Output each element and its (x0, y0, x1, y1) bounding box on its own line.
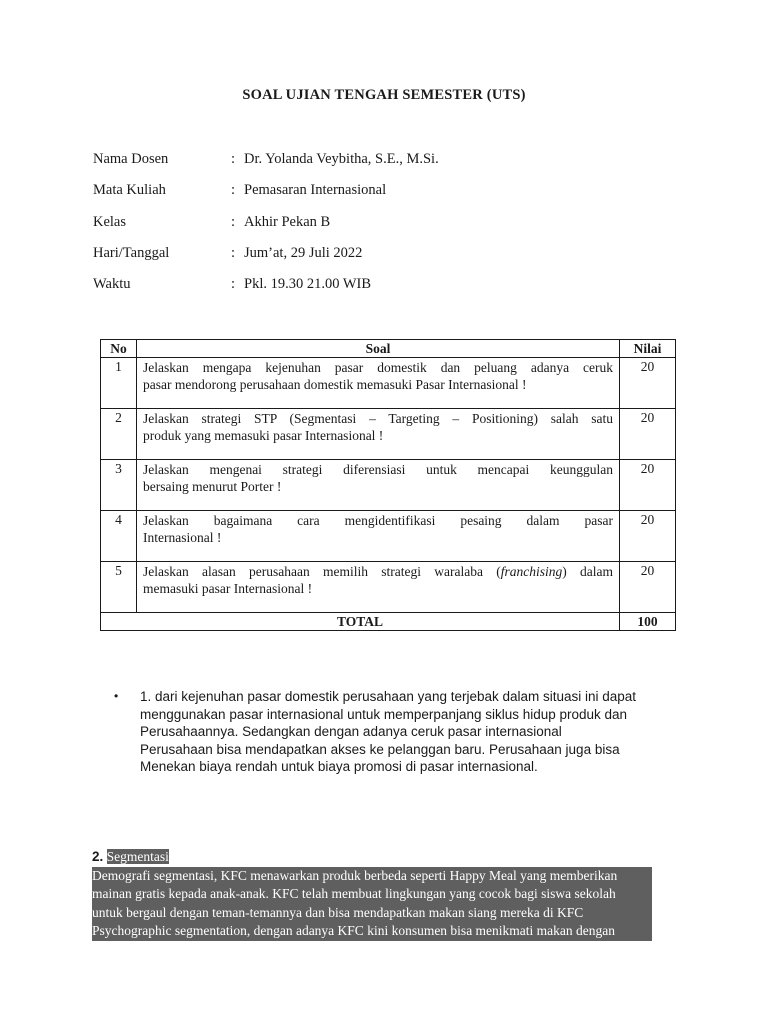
info-colon: : (231, 245, 236, 261)
row-number: 2 (101, 409, 137, 460)
table-row (101, 358, 676, 409)
row-score: 20 (620, 358, 676, 409)
total-row (101, 613, 676, 631)
question-line: Jelaskan strategi STP (Segmentasi – Targeting – Positioning) salah satu (143, 411, 613, 426)
table-row (101, 409, 676, 460)
question-line: Internasional ! (143, 530, 222, 545)
answer-line: Perusahaan bisa mendapatkan akses ke pelanggan baru. Perusahaan juga bisa (140, 741, 620, 757)
info-label: Nama Dosen (93, 151, 169, 167)
question-line-part: Jelaskan alasan perusahaan memilih strategi waralaba ( (143, 564, 501, 579)
answer-line: untuk bergaul dengan teman-temannya dan bisa mendapatkan makan siang mereka di KFC (92, 904, 652, 923)
answer-line: Menekan biaya rendah untuk biaya promosi di pasar internasional. (140, 759, 538, 774)
table-row (101, 511, 676, 562)
answer-1-text (140, 688, 660, 776)
question-line-part: ) dalam (562, 564, 613, 579)
question-line: Jelaskan mengenai strategi diferensiasi untuk mencapai keunggulan (143, 462, 613, 477)
info-label: Mata Kuliah (93, 182, 166, 198)
info-value: Pkl. 19.30 21.00 WIB (244, 276, 372, 292)
info-colon: : (231, 151, 236, 167)
info-label: Hari/Tanggal (93, 245, 170, 261)
table-header-row (101, 340, 676, 358)
document-title: SOAL UJIAN TENGAH SEMESTER (UTS) (242, 87, 526, 103)
info-value: Akhir Pekan B (244, 214, 331, 230)
question-line: Jelaskan bagaimana cara mengidentifikasi pesaing dalam pasar (143, 513, 613, 528)
answer-line: 1. dari kejenuhan pasar domestik perusahaan yang terjebak dalam situasi ini dapat (140, 689, 637, 704)
info-colon: : (231, 214, 236, 230)
question-text (137, 409, 620, 460)
row-number: 1 (101, 358, 137, 409)
bullet-icon: • (114, 689, 119, 703)
total-label: TOTAL (101, 613, 620, 631)
total-value: 100 (620, 613, 676, 631)
row-score: 20 (620, 409, 676, 460)
answer-line: mainan gratis kepada anak-anak. KFC telah membuat lingkungan yang cocok bagi siswa sekolah (92, 885, 652, 904)
row-score: 20 (620, 460, 676, 511)
info-value: Pemasaran Internasional (244, 182, 387, 198)
section-heading: Segmentasi (106, 849, 169, 864)
answer-2-heading (92, 848, 652, 867)
question-text (137, 511, 620, 562)
row-number: 4 (101, 511, 137, 562)
question-text (137, 358, 620, 409)
answer-line: menggunakan pasar internasional untuk memperpanjang siklus hidup produk dan (140, 706, 628, 722)
info-colon: : (231, 182, 236, 198)
answer-line: Demografi segmentasi, KFC menawarkan produk berbeda seperti Happy Meal yang memberikan (92, 867, 652, 886)
question-line: pasar mendorong perusahaan domestik memasuki Pasar Internasional ! (143, 377, 527, 392)
info-label: Waktu (93, 276, 131, 292)
info-colon: : (231, 276, 236, 292)
answer-line: Perusahaannya. Sedangkan dengan adanya ceruk pasar internasional (140, 724, 562, 739)
answer-number: 2. (92, 849, 104, 864)
question-line (143, 563, 613, 580)
info-value: Jum’at, 29 Juli 2022 (244, 245, 363, 261)
header-nilai: Nilai (620, 340, 676, 358)
table-row (101, 562, 676, 613)
question-line-italic: franchising (500, 564, 563, 579)
question-text (137, 562, 620, 613)
info-value: Dr. Yolanda Veybitha, S.E., M.Si. (244, 151, 439, 167)
row-number: 5 (101, 562, 137, 613)
header-no: No (101, 340, 137, 358)
answer-line: Psychographic segmentation, dengan adanya KFC kini konsumen bisa menikmati makan dengan (92, 922, 652, 941)
questions-table (100, 339, 676, 631)
question-line: memasuki pasar Internasional ! (143, 581, 313, 596)
info-label: Kelas (93, 214, 127, 230)
table-row (101, 460, 676, 511)
question-line: bersaing menurut Porter ! (143, 479, 282, 494)
question-line: Jelaskan mengapa kejenuhan pasar domestik dan peluang adanya ceruk (143, 360, 613, 375)
question-line: produk yang memasuki pasar Internasional ! (143, 428, 384, 443)
question-text (137, 460, 620, 511)
answer-2 (92, 848, 652, 941)
row-score: 20 (620, 511, 676, 562)
header-soal: Soal (137, 340, 620, 358)
row-number: 3 (101, 460, 137, 511)
row-score: 20 (620, 562, 676, 613)
